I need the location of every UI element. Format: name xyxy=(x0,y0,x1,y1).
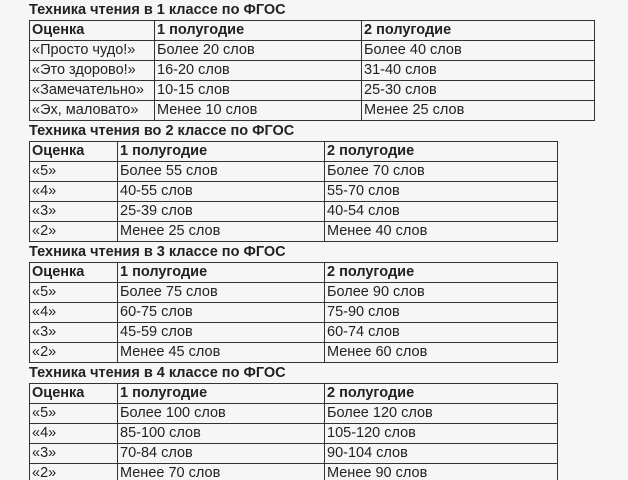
header-cell-half-1: 1 полугодие xyxy=(155,21,362,41)
table-header-row xyxy=(30,263,558,283)
grade-cell: «5» xyxy=(30,404,118,424)
reading-norms-table xyxy=(29,262,558,363)
half-1-cell: 25-39 слов xyxy=(118,202,325,222)
section-title: Техника чтения в 3 классе по ФГОС xyxy=(29,244,286,260)
half-1-cell: Менее 10 слов xyxy=(155,101,362,121)
half-2-cell: 75-90 слов xyxy=(325,303,558,323)
half-1-cell: 16-20 слов xyxy=(155,61,362,81)
grade-cell: «Эх, маловато» xyxy=(30,101,155,121)
header-cell-half-2: 2 полугодие xyxy=(325,263,558,283)
table-header-row xyxy=(30,21,595,41)
grade-cell: «5» xyxy=(30,283,118,303)
table-row xyxy=(30,283,558,303)
header-cell-half-2: 2 полугодие xyxy=(325,142,558,162)
grade-cell: «4» xyxy=(30,182,118,202)
half-1-cell: Более 100 слов xyxy=(118,404,325,424)
half-2-cell: Менее 60 слов xyxy=(325,343,558,363)
header-cell-half-1: 1 полугодие xyxy=(118,263,325,283)
grade-cell: «2» xyxy=(30,464,118,480)
half-2-cell: Более 40 слов xyxy=(362,41,595,61)
half-1-cell: Более 20 слов xyxy=(155,41,362,61)
half-1-cell: 60-75 слов xyxy=(118,303,325,323)
section-grade-3 xyxy=(29,242,628,363)
half-2-cell: 55-70 слов xyxy=(325,182,558,202)
grade-cell: «4» xyxy=(30,303,118,323)
reading-norms-table xyxy=(29,141,558,242)
table-header-row xyxy=(30,384,558,404)
grade-cell: «3» xyxy=(30,202,118,222)
table-row xyxy=(30,222,558,242)
section-title: Техника чтения во 2 классе по ФГОС xyxy=(29,123,295,139)
section-title: Техника чтения в 4 классе по ФГОС xyxy=(29,365,286,381)
half-1-cell: 70-84 слов xyxy=(118,444,325,464)
grade-cell: «Это здорово!» xyxy=(30,61,155,81)
table-row xyxy=(30,81,595,101)
table-row xyxy=(30,303,558,323)
header-cell-grade: Оценка xyxy=(30,263,118,283)
table-row xyxy=(30,404,558,424)
grade-cell: «3» xyxy=(30,444,118,464)
table-row xyxy=(30,101,595,121)
header-cell-half-2: 2 полугодие xyxy=(325,384,558,404)
half-2-cell: 40-54 слов xyxy=(325,202,558,222)
half-2-cell: 90-104 слов xyxy=(325,444,558,464)
reading-norms-table xyxy=(29,383,558,480)
section-grade-2 xyxy=(29,121,628,242)
half-2-cell: 25-30 слов xyxy=(362,81,595,101)
header-cell-half-1: 1 полугодие xyxy=(118,384,325,404)
table-row xyxy=(30,444,558,464)
half-1-cell: Более 55 слов xyxy=(118,162,325,182)
half-2-cell: Более 70 слов xyxy=(325,162,558,182)
grade-cell: «4» xyxy=(30,424,118,444)
header-cell-grade: Оценка xyxy=(30,21,155,41)
half-2-cell: Менее 40 слов xyxy=(325,222,558,242)
half-1-cell: Более 75 слов xyxy=(118,283,325,303)
half-1-cell: 85-100 слов xyxy=(118,424,325,444)
grade-cell: «3» xyxy=(30,323,118,343)
table-header-row xyxy=(30,142,558,162)
reading-norms-table xyxy=(29,20,595,121)
table-row xyxy=(30,162,558,182)
half-1-cell: Менее 25 слов xyxy=(118,222,325,242)
half-2-cell: Более 120 слов xyxy=(325,404,558,424)
grade-cell: «2» xyxy=(30,343,118,363)
half-1-cell: 10-15 слов xyxy=(155,81,362,101)
grade-cell: «Просто чудо!» xyxy=(30,41,155,61)
header-cell-grade: Оценка xyxy=(30,384,118,404)
table-row xyxy=(30,424,558,444)
table-row xyxy=(30,41,595,61)
half-1-cell: 45-59 слов xyxy=(118,323,325,343)
header-cell-half-1: 1 полугодие xyxy=(118,142,325,162)
grade-cell: «Замечательно» xyxy=(30,81,155,101)
half-2-cell: Менее 25 слов xyxy=(362,101,595,121)
half-1-cell: Менее 45 слов xyxy=(118,343,325,363)
table-row xyxy=(30,182,558,202)
half-2-cell: Более 90 слов xyxy=(325,283,558,303)
table-row xyxy=(30,343,558,363)
table-row xyxy=(30,61,595,81)
section-grade-1 xyxy=(29,0,628,121)
half-1-cell: 40-55 слов xyxy=(118,182,325,202)
half-2-cell: Менее 90 слов xyxy=(325,464,558,480)
half-2-cell: 105-120 слов xyxy=(325,424,558,444)
table-row xyxy=(30,323,558,343)
half-2-cell: 60-74 слов xyxy=(325,323,558,343)
half-1-cell: Менее 70 слов xyxy=(118,464,325,480)
section-title: Техника чтения в 1 классе по ФГОС xyxy=(29,2,286,18)
section-grade-4 xyxy=(29,363,628,480)
header-cell-grade: Оценка xyxy=(30,142,118,162)
grade-cell: «5» xyxy=(30,162,118,182)
table-row xyxy=(30,464,558,480)
half-2-cell: 31-40 слов xyxy=(362,61,595,81)
table-row xyxy=(30,202,558,222)
header-cell-half-2: 2 полугодие xyxy=(362,21,595,41)
grade-cell: «2» xyxy=(30,222,118,242)
